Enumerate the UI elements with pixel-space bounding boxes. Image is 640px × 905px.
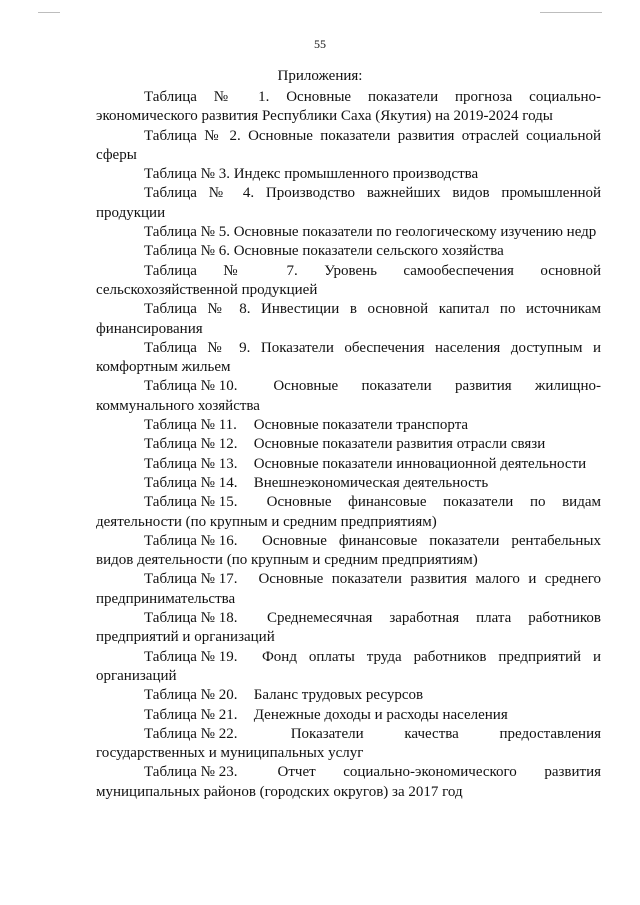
- table-number: Таблица № 4.: [144, 185, 255, 202]
- appendix-table-entry: [96, 165, 601, 184]
- table-number: Таблица № 16.: [144, 532, 238, 549]
- table-title: Баланс трудовых ресурсов: [253, 687, 424, 704]
- table-title: Производство важнейших видов промышленной продукции: [96, 185, 602, 221]
- table-number: Таблица № 14.: [144, 474, 238, 491]
- table-title: Индекс промышленного производства: [233, 166, 479, 183]
- appendix-table-entry: [96, 493, 601, 532]
- table-title: Основные показатели развития малого и среднего предпринимательства: [96, 571, 602, 607]
- table-title: Среднемесячная заработная плата работников предприятий и организаций: [96, 610, 602, 646]
- table-number: Таблица № 11.: [144, 417, 237, 434]
- table-number: Таблица № 19.: [144, 648, 238, 665]
- table-number: Таблица № 12.: [144, 436, 238, 453]
- table-title: Показатели качества предоставления государственных и муниципальных услуг: [96, 725, 601, 762]
- appendix-table-entry: [96, 706, 601, 725]
- page-number: 55: [314, 37, 326, 51]
- table-title: Отчет социально-экономического развития муниципальных районов (городских округов) за 2017 год: [96, 764, 602, 800]
- appendix-table-entry: [96, 763, 601, 802]
- appendix-table-entry: [96, 435, 601, 454]
- table-number: Таблица № 15.: [144, 494, 238, 511]
- appendix-table-entry: [96, 532, 601, 571]
- appendix-table-entry: [96, 184, 601, 223]
- table-title: Инвестиции в основной капитал по источникам финансирования: [96, 301, 601, 337]
- table-number: Таблица № 20.: [144, 687, 238, 704]
- table-number: Таблица № 17.: [144, 571, 238, 588]
- appendix-table-entry: [96, 609, 601, 648]
- table-number: Таблица № 8.: [144, 301, 251, 318]
- appendix-table-entry: [96, 474, 601, 493]
- appendix-table-entry: [96, 127, 601, 166]
- appendix-table-list: [96, 88, 601, 802]
- table-number: Таблица № 22.: [144, 725, 238, 742]
- table-title: Денежные доходы и расходы населения: [253, 706, 508, 723]
- table-number: Таблица № 10.: [144, 378, 238, 395]
- table-title: Уровень самообеспечения основной сельскохозяйственной продукцией: [96, 262, 602, 298]
- table-number: Таблица № 1.: [144, 89, 270, 105]
- table-title: Фонд оплаты труда работников предприятий и организаций: [96, 648, 601, 684]
- appendix-table-entry: [96, 377, 601, 416]
- table-number: Таблица № 21.: [144, 706, 238, 723]
- appendix-table-entry: [96, 300, 601, 339]
- table-number: Таблица № 13.: [144, 455, 238, 472]
- table-title: Основные показатели сельского хозяйства: [233, 243, 504, 260]
- table-number: Таблица № 2.: [144, 127, 241, 144]
- appendix-table-entry: [96, 262, 601, 301]
- appendix-table-entry: [96, 455, 601, 474]
- appendix-table-entry: [96, 223, 601, 242]
- appendix-table-entry: [96, 570, 601, 609]
- table-number: Таблица № 23.: [144, 764, 238, 781]
- table-number: Таблица № 9.: [144, 339, 251, 356]
- table-title: Основные показатели развития жилищно-коммунального хозяйства: [96, 378, 601, 414]
- table-title: Основные показатели развития отраслей социальной сферы: [96, 127, 602, 163]
- table-title: Основные показатели прогноза социально-экономического развития Республики Саха (Якутия) на 2019-2024 годы: [96, 89, 602, 125]
- table-number: Таблица № 5.: [144, 224, 230, 241]
- appendix-table-entry: [96, 648, 601, 687]
- table-title: Основные показатели по геологическому изучению недр: [233, 224, 597, 241]
- appendix-table-entry: [96, 88, 601, 127]
- scan-artifact: [540, 12, 602, 13]
- table-number: Таблица № 3.: [144, 166, 230, 183]
- appendix-table-entry: [96, 686, 601, 705]
- appendix-table-entry: [96, 416, 601, 435]
- table-number: Таблица № 6.: [144, 243, 230, 260]
- table-number: Таблица № 18.: [144, 610, 238, 627]
- table-title: Основные показатели инновационной деятельности: [253, 455, 587, 472]
- table-number: Таблица № 7.: [144, 262, 298, 279]
- appendix-table-entry: [96, 339, 601, 378]
- table-title: Основные показатели транспорта: [253, 417, 469, 434]
- table-title: Основные показатели развития отрасли связи: [253, 436, 546, 453]
- table-title: Основные финансовые показатели рентабельных видов деятельности (по крупным и средним предприятиям): [96, 532, 601, 569]
- appendix-table-entry: [96, 725, 601, 764]
- scan-artifact: [38, 12, 60, 13]
- table-title: Основные финансовые показатели по видам деятельности (по крупным и средним предприятиям): [96, 494, 601, 530]
- table-title: Показатели обеспечения населения доступным и комфортным жильем: [96, 339, 602, 376]
- table-title: Внешнеэкономическая деятельность: [253, 474, 489, 491]
- appendix-table-entry: [96, 242, 601, 261]
- appendix-heading: Приложения:: [277, 68, 363, 84]
